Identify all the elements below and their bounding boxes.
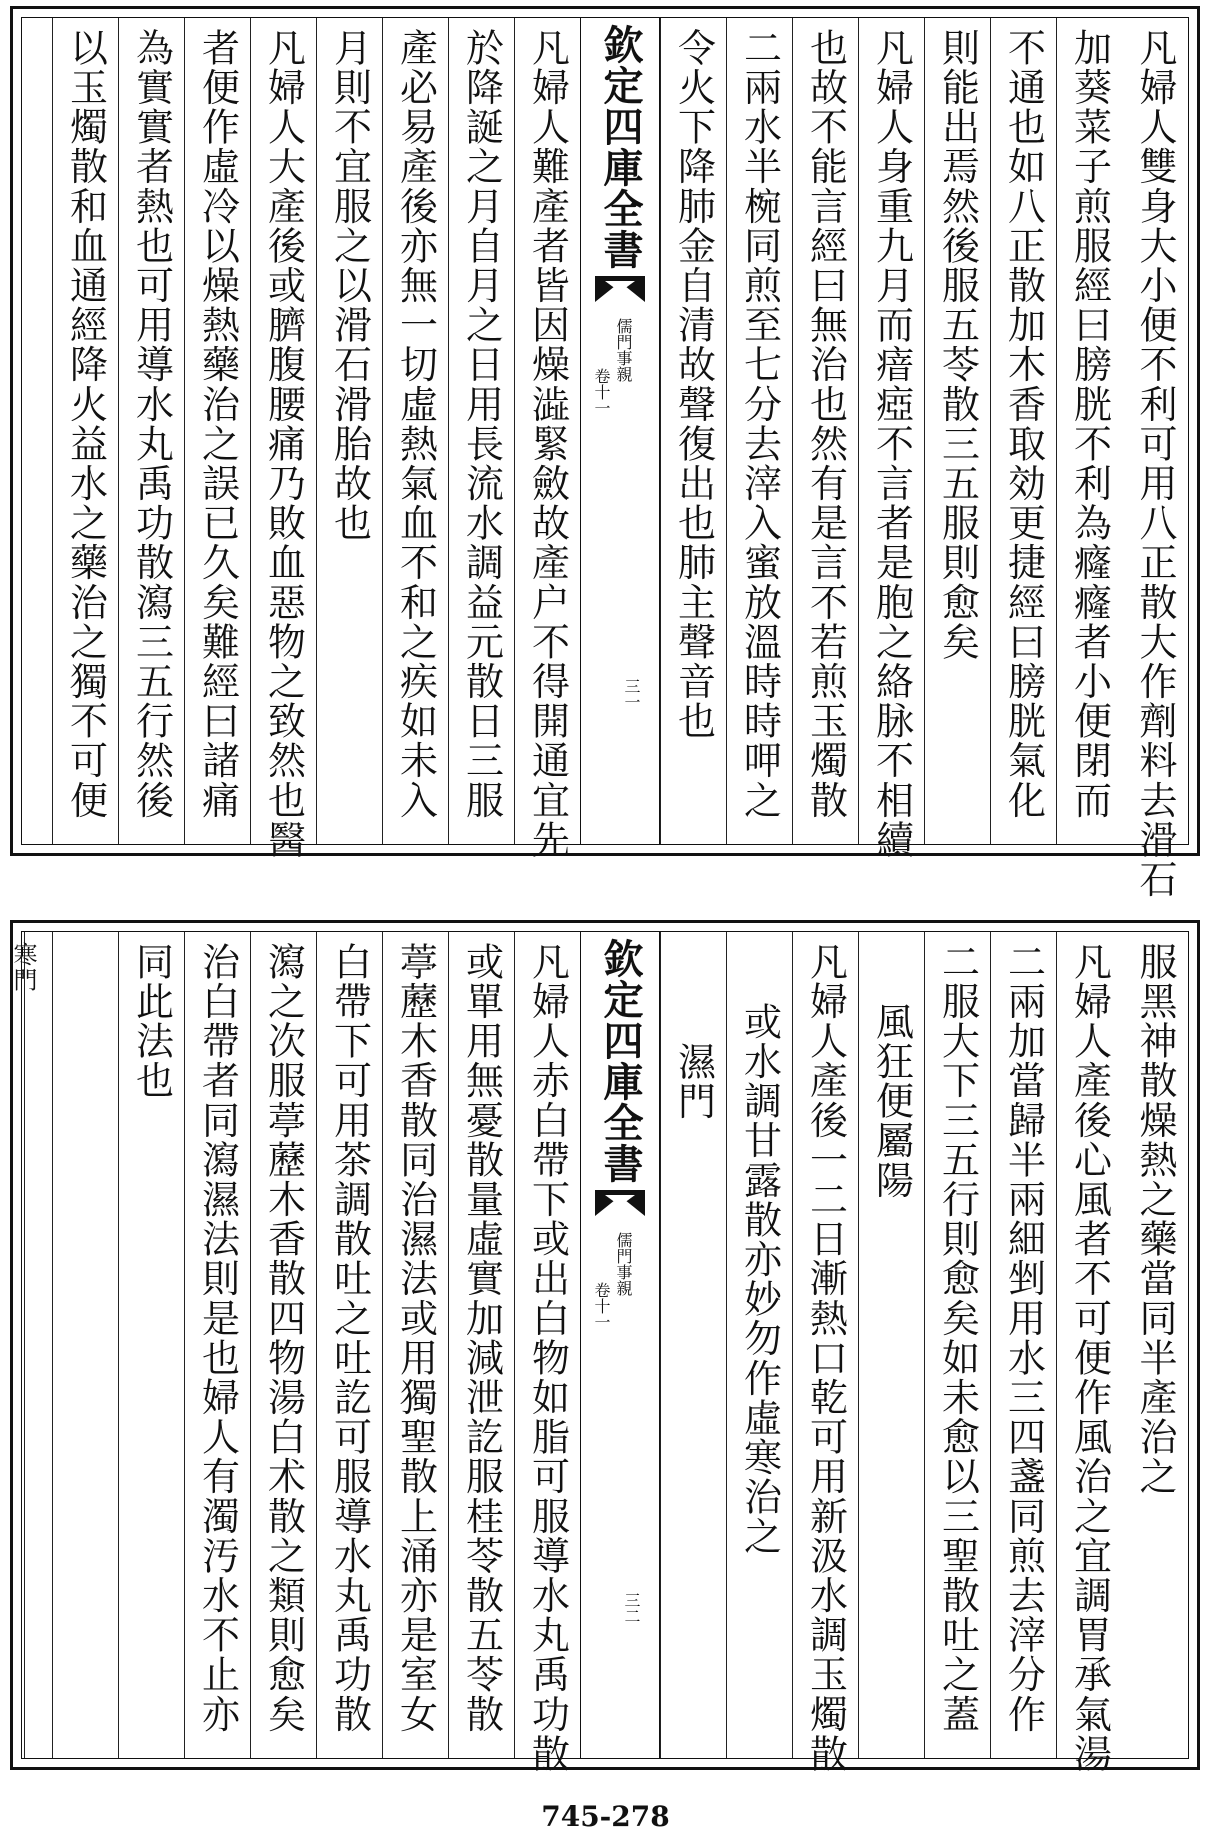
column-text: 白帶下可用茶調散吐之吐訖可服導水丸禹功散 <box>327 942 372 1734</box>
column-text: 凡婦人雙身大小便不利可用八正散大作劑料去滑石 <box>1133 28 1177 900</box>
top-page-frame <box>21 17 1189 900</box>
column-text: 凡婦人赤白帶下或出白物如脂可服導水丸禹功散 <box>525 942 570 1774</box>
text-column <box>316 932 382 1758</box>
column-text: 產必易產後亦無一切虛熱氣血不和之疾如未入 <box>393 28 438 820</box>
page-spine <box>580 18 660 844</box>
text-column <box>184 932 250 1758</box>
text-column <box>660 932 726 1758</box>
section-heading: 濕門 <box>671 1042 716 1122</box>
text-column <box>184 18 250 844</box>
text-column <box>118 932 184 1758</box>
column-text: 凡婦人產後心風者不可便作風治之宜調胃承氣湯 <box>1067 942 1112 1774</box>
section-heading: 寒門 <box>9 942 37 994</box>
column-text: 風狂便屬陽 <box>869 1002 914 1200</box>
column-text: 凡婦人產後一二日漸熱口乾可用新汲水調玉燭散 <box>803 942 848 1774</box>
page-reference-number: 745-278 <box>541 1800 670 1833</box>
column-text: 也故不能言經曰無治也然有是言不若煎玉燭散 <box>803 28 848 820</box>
text-column <box>1122 932 1188 1758</box>
book-title: 欽定四庫全書 <box>597 24 644 270</box>
column-text: 凡婦人大產後或臍腹腰痛乃敗血惡物之致然也醫 <box>261 28 306 860</box>
column-text: 或水調甘露散亦妙勿作虛寒治之 <box>737 1002 782 1557</box>
spine-book-name: 儒門事親 <box>614 318 633 382</box>
text-column <box>726 932 792 1758</box>
column-text: 瀉之次服葶藶木香散四物湯白术散之類則愈矣 <box>261 942 306 1734</box>
text-column <box>1056 932 1122 1774</box>
text-column <box>726 18 792 844</box>
spine-page-number: 三二 <box>622 1592 641 1624</box>
column-text: 凡婦人身重九月而瘖瘂不言者是胞之絡脉不相續 <box>869 28 914 860</box>
text-column <box>9 932 52 1758</box>
column-text: 服黑神散燥熱之藥當同半產治之 <box>1133 942 1177 1497</box>
column-text: 為實實者熱也可用導水丸禹功散瀉三五行然後 <box>129 28 174 820</box>
column-text: 不通也如八正散加木香取効更捷經曰膀胱氣化 <box>1001 28 1046 820</box>
text-column <box>1056 18 1122 844</box>
text-column <box>448 932 514 1758</box>
text-column <box>52 932 118 1758</box>
spine-book-name: 儒門事親 <box>614 1232 633 1296</box>
fish-tail-ornament-icon <box>595 1190 645 1216</box>
text-column <box>52 18 118 844</box>
column-text: 則能出焉然後服五苓散三五服則愈矣 <box>935 28 980 662</box>
spine-volume: 卷十一 <box>592 1282 611 1330</box>
text-column <box>250 932 316 1758</box>
column-text: 治白帶者同瀉濕法則是也婦人有濁汚水不止亦 <box>195 942 240 1734</box>
text-column <box>660 18 726 844</box>
text-column <box>448 18 514 844</box>
text-column <box>382 932 448 1758</box>
spine-page-number: 三一 <box>622 678 641 710</box>
column-text: 二服大下三五行則愈矣如未愈以三聖散吐之蓋 <box>935 942 980 1734</box>
page-spine <box>580 932 660 1758</box>
column-text: 二兩加當歸半兩細剉用水三四盞同煎去滓分作 <box>1001 942 1046 1734</box>
column-text: 月則不宜服之以滑石滑胎故也 <box>327 28 372 543</box>
text-column <box>990 932 1056 1758</box>
fish-tail-ornament-icon <box>595 276 645 302</box>
text-column <box>514 932 580 1774</box>
column-text <box>56 932 116 1758</box>
column-text: 或單用無憂散量虛實加減泄訖服桂苓散五苓散 <box>459 942 504 1734</box>
text-column <box>858 18 924 860</box>
text-column <box>792 18 858 844</box>
column-text: 者便作虛冷以燥熱藥治之誤已久矣難經曰諸痛 <box>195 28 240 820</box>
column-text: 葶藶木香散同治濕法或用獨聖散上涌亦是室女 <box>393 942 438 1734</box>
column-text: 於降誕之月自月之日用長流水調益元散日三服 <box>459 28 504 820</box>
bottom-page-panel <box>9 920 1200 1774</box>
text-column <box>792 932 858 1774</box>
text-column <box>858 932 924 1758</box>
bottom-page-frame <box>9 931 1189 1774</box>
text-column <box>514 18 580 860</box>
text-column <box>316 18 382 844</box>
column-text: 加葵菜子煎服經曰膀胱不利為癃癃者小便閉而 <box>1067 28 1112 820</box>
text-column <box>250 18 316 860</box>
column-text: 二兩水半椀同煎至七分去滓入蜜放溫時時呷之 <box>737 28 782 820</box>
spine-volume: 卷十一 <box>592 368 611 416</box>
text-column <box>924 932 990 1758</box>
text-column <box>924 18 990 844</box>
column-text: 同此法也 <box>129 942 174 1101</box>
column-text: 令火下降肺金自清故聲復出也肺主聲音也 <box>671 28 716 741</box>
text-column <box>382 18 448 844</box>
top-page-panel <box>10 6 1200 900</box>
book-title: 欽定四庫全書 <box>597 938 644 1184</box>
column-text: 以玉燭散和血通經降火益水之藥治之獨不可便 <box>63 28 108 820</box>
text-column <box>990 18 1056 844</box>
text-column <box>1122 18 1188 900</box>
text-column <box>118 18 184 844</box>
column-text: 凡婦人難產者皆因燥澁緊斂故產户不得開通宜先 <box>525 28 570 860</box>
